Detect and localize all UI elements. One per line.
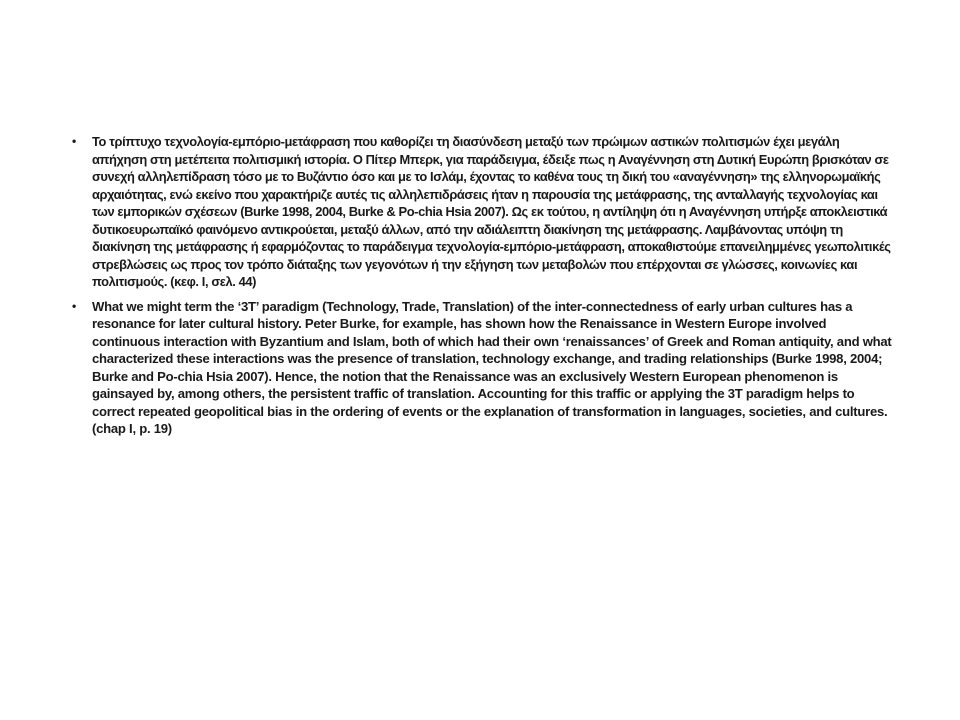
bullet-marker: • xyxy=(72,298,76,313)
bullet-item-english xyxy=(72,298,894,438)
bullet-text-english: What we might term the ‘3T’ paradigm (Technology, Trade, Translation) of the inter-connectedness of early urban cultures has a resonance for later cultural history. Peter Burke, for example, has shown how the Renaissance in Western Europe involved continuous interaction with Byzantium and Islam, both of which had their own ‘renaissances’ of Greek and Roman antiquity, and what characterized these interactions was the presence of translation, technology exchange, and trading relationships (Burke 1998, 2004; Burke and Po-chia Hsia 2007). Hence, the notion that the Renaissance was an exclusively Western European phenomenon is gainsayed by, among others, the persistent traffic of translation. Accounting for this traffic or applying the 3T paradigm helps to correct repeated geopolitical bias in the ordering of events or the explanation of transformation in languages, societies, and cultures. (chap I, p. 19) xyxy=(92,298,892,436)
bullet-text-greek: Το τρίπτυχο τεχνολογία-εμπόριο-μετάφραση που καθορίζει τη διασύνδεση μεταξύ των πρώιμων αστικών πολιτισμών έχει μεγάλη απήχηση στη μετέπειτα πολιτισμική ιστορία. Ο Πίτερ Μπερκ, για παράδειγμα, έδειξε πως η Αναγέννηση στη Δυτική Ευρώπη βρισκόταν σε συνεχή αλληλεπίδραση τόσο με το Βυζάντιο όσο και με το Ισλάμ, έχοντας το καθένα τους τη δική του «αναγέννηση» της ελληνορωμαϊκής αρχαιότητας, ενώ εκείνο που χαρακτήριζε αυτές τις αλληλεπιδράσεις ήταν η παρουσία της μετάφρασης, της ανταλλαγής τεχνολογίας και των εμπορικών σχέσεων (Burke 1998, 2004, Burke & Po-chia Hsia 2007). Ως εκ τούτου, η αντίληψη ότι η Αναγέννηση υπήρξε αποκλειστικά δυτικοευρωπαϊκό φαινόμενο αντικρούεται, μεταξύ άλλων, από την αδιάλειπτη διακίνηση της μετάφρασης. Λαμβάνοντας υπόψη τη διακίνηση της μετάφρασης ή εφαρμόζοντας το παράδειγμα τεχνολογία-εμπόριο-μετάφραση, αποκαθιστούμε επανειλημμένες γεωπολιτικές στρεβλώσεις ως προς τον τρόπο διάταξης των γεγονότων ή την εξήγηση των μεταβολών που επέρχονται σε γλώσσες, κοινωνίες και πολιτισμούς. (κεφ. I, σελ. 44) xyxy=(92,134,891,289)
bullet-list xyxy=(72,133,894,445)
bullet-item-greek xyxy=(72,133,894,291)
bullet-marker: • xyxy=(72,134,76,148)
